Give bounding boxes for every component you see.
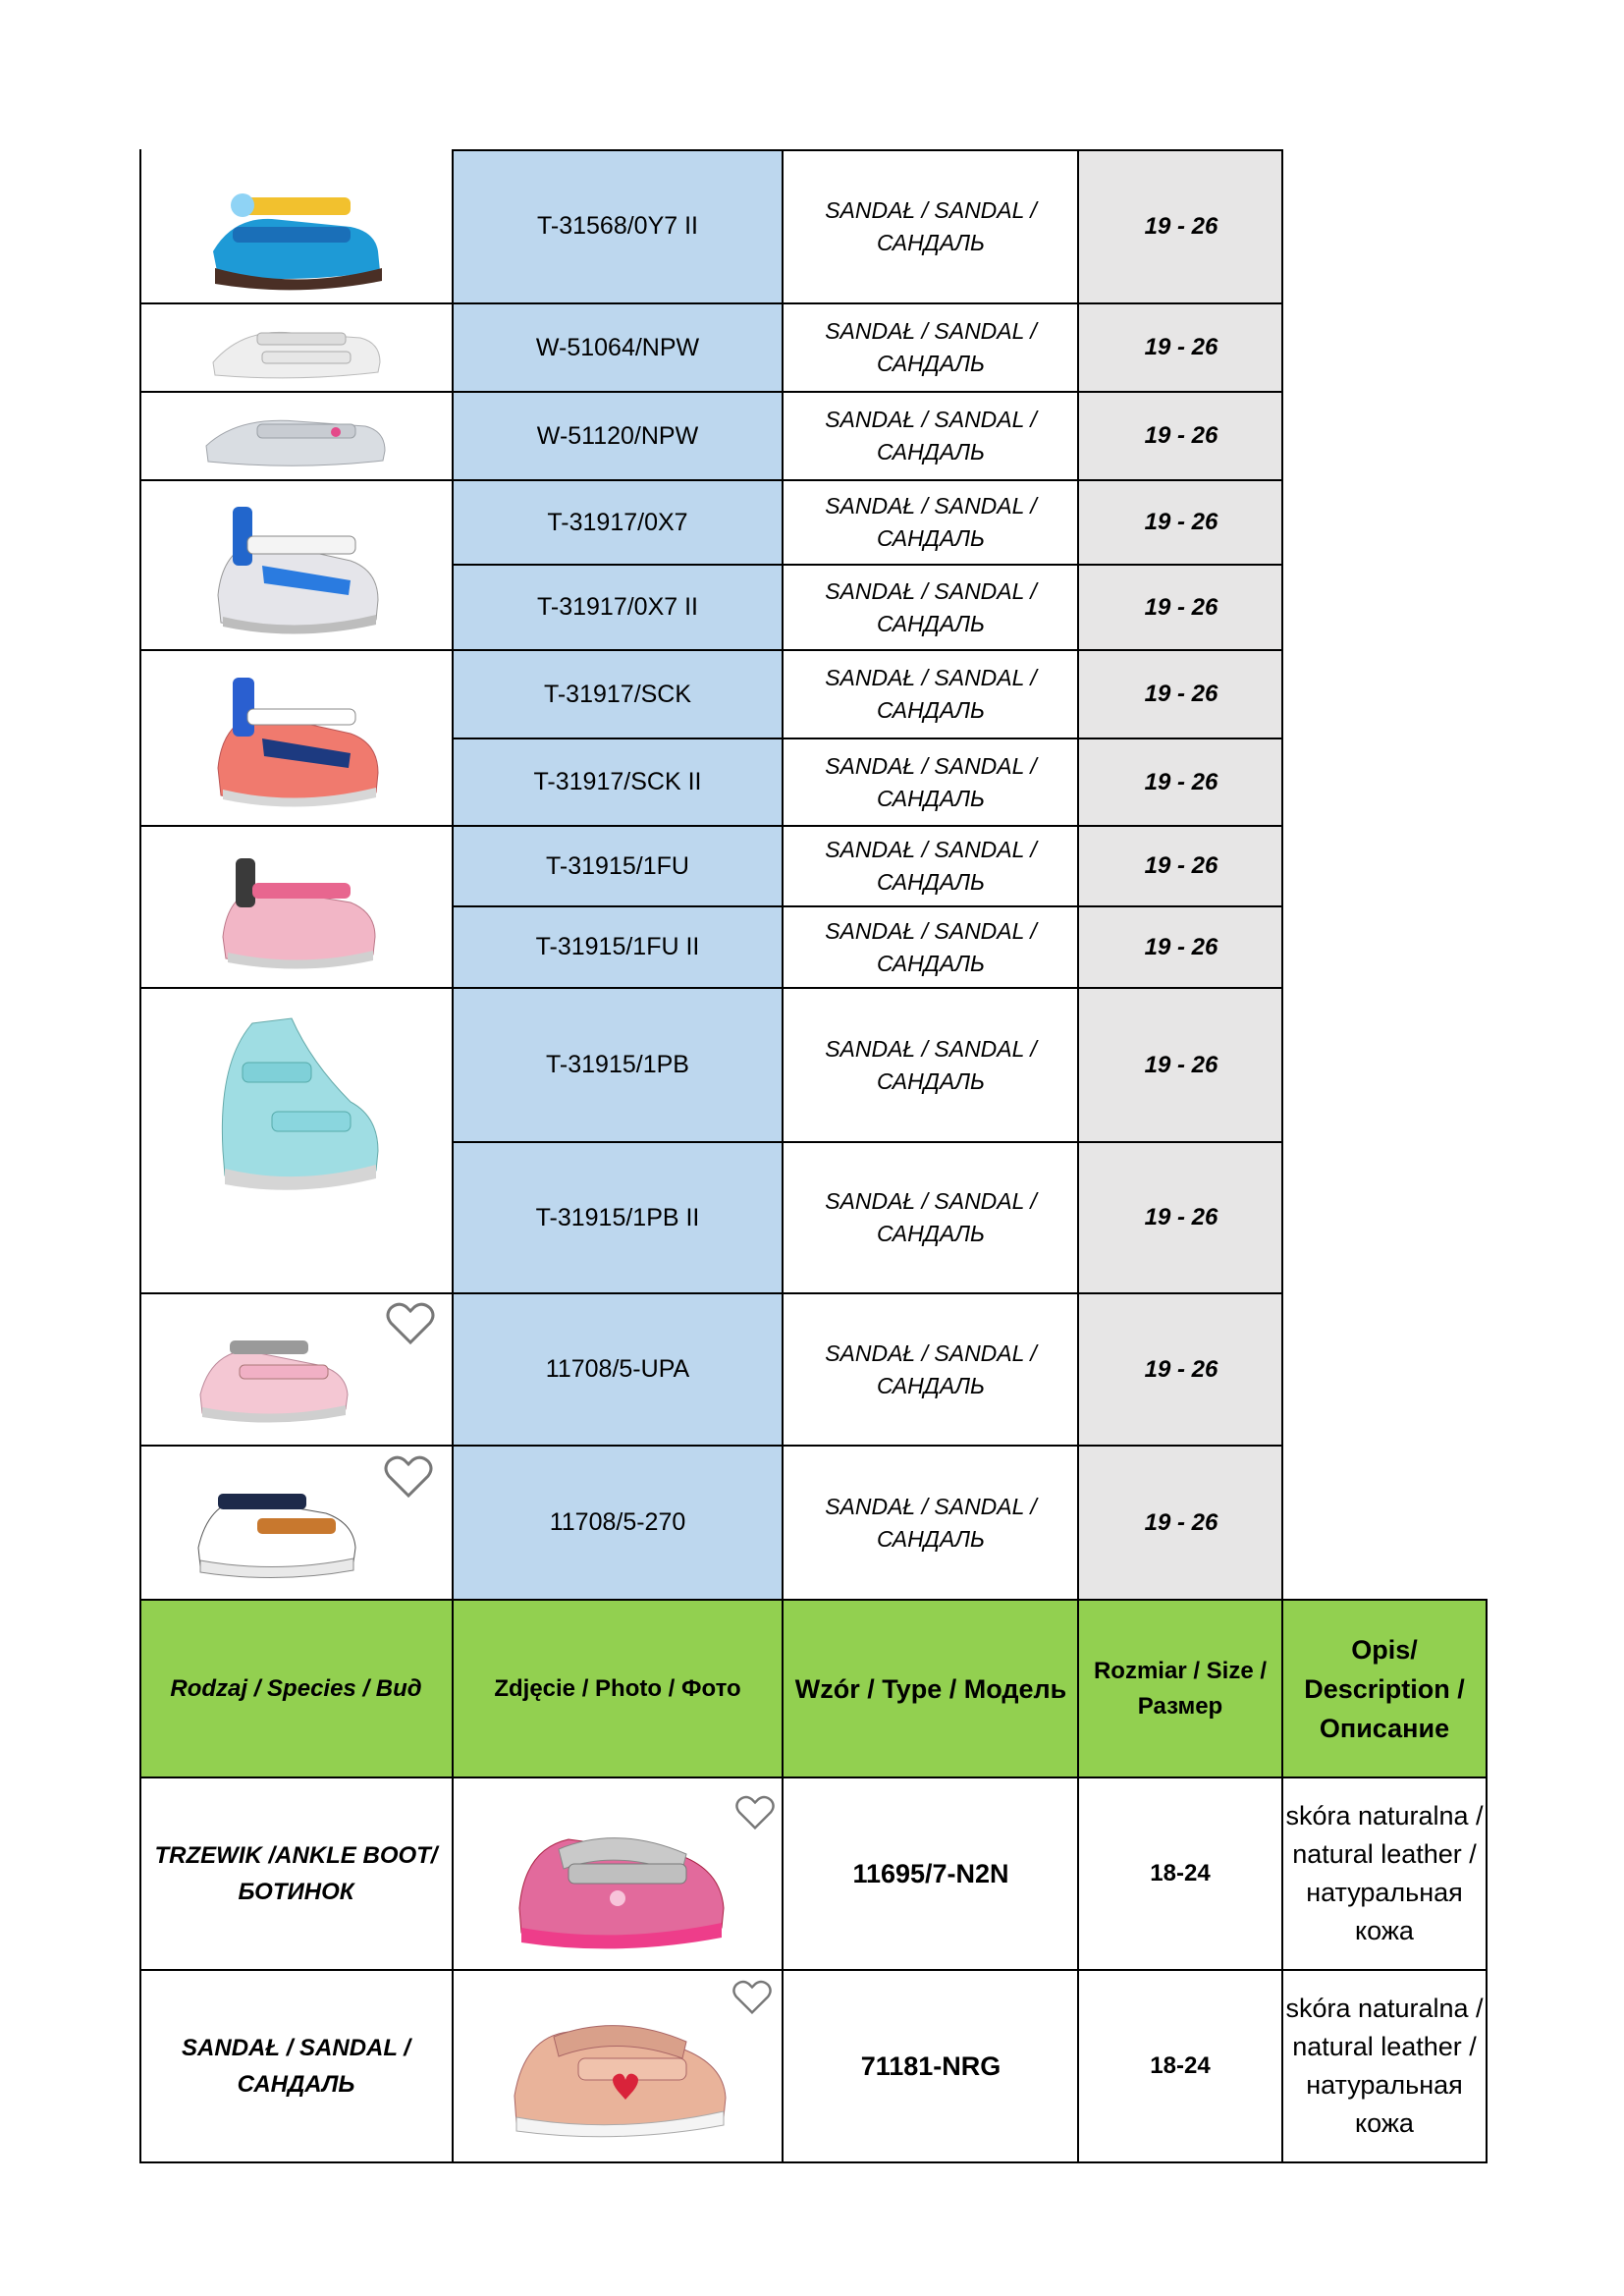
sandal-pink-icon	[208, 839, 385, 976]
description-cell: skóra naturalna / natural leather / натуральная кожа	[1285, 1994, 1484, 2138]
header-description: Opis/ Description / Описание	[1304, 1634, 1465, 1743]
size-cell: 19 - 26	[1144, 933, 1218, 960]
size-cell: 19 - 26	[1144, 1204, 1218, 1230]
species-cell: SANDAŁ / SANDAL / САНДАЛЬ	[825, 665, 1037, 723]
grid-line	[139, 987, 1283, 989]
species-cell: SANDAŁ / SANDAL / САНДАЛЬ	[825, 318, 1037, 376]
grid-line	[139, 1599, 141, 2163]
grid-line	[139, 649, 1283, 651]
product-photo	[454, 1779, 782, 1968]
species-cell: SANDAŁ / SANDAL / САНДАЛЬ	[825, 752, 1037, 811]
description-cell: skóra naturalna / natural leather / натуральная кожа	[1285, 1801, 1484, 1945]
model-cell: T-31917/0X7 II	[536, 593, 698, 621]
heart-outline-icon[interactable]	[731, 1978, 773, 2017]
header-photo: Zdjęcie / Photo / Фото	[494, 1674, 741, 1702]
product-photo	[141, 652, 452, 824]
species-cell: SANDAŁ / SANDAL / САНДАЛЬ	[825, 837, 1037, 895]
grid-line	[452, 905, 1283, 907]
grid-line	[452, 564, 1283, 566]
species-cell: SANDAŁ / SANDAL / САНДАЛЬ	[825, 917, 1037, 976]
heart-outline-icon[interactable]	[383, 1454, 434, 1500]
grid-line	[782, 1599, 784, 2163]
grid-line	[139, 479, 1283, 481]
species-cell: SANDAŁ / SANDAL / САНДАЛЬ	[825, 493, 1037, 551]
species-cell: TRZEWIK /ANKLE BOOT/ БОТИНОК	[154, 1842, 438, 1905]
sandal-navy-brown-icon	[189, 1464, 365, 1582]
model-cell: T-31917/0X7	[547, 508, 688, 536]
size-cell: 18-24	[1150, 1860, 1211, 1886]
header-size: Rozmiar / Size / Размер	[1093, 1657, 1268, 1720]
grid-line	[1077, 149, 1079, 1600]
product-photo	[141, 394, 452, 478]
species-cell: SANDAŁ / SANDAL / САНДАЛЬ	[825, 1339, 1037, 1398]
grid-line	[139, 1777, 1488, 1778]
size-cell: 19 - 26	[1144, 1051, 1218, 1078]
grid-line	[452, 149, 454, 1600]
header-species: Rodzaj / Species / Вид	[170, 1674, 422, 1702]
model-cell: T-31915/1PB II	[535, 1203, 700, 1231]
species-cell: SANDAŁ / SANDAL / САНДАЛЬ	[825, 577, 1037, 636]
type-cell: 11695/7-N2N	[852, 1858, 1009, 1888]
model-cell: 11708/5-270	[549, 1508, 686, 1536]
product-photo	[141, 828, 452, 986]
product-photo	[141, 482, 452, 648]
size-cell: 18-24	[1150, 2052, 1211, 2079]
sandal-coral-icon	[203, 660, 390, 817]
size-cell: 19 - 26	[1144, 1355, 1218, 1383]
species-cell: SANDAŁ / SANDAL / САНДАЛЬ	[182, 2035, 410, 2098]
sandal-aqua-icon	[203, 1004, 390, 1200]
heart-outline-icon[interactable]	[385, 1301, 436, 1346]
species-cell: SANDAŁ / SANDAL / САНДАЛЬ	[825, 1493, 1037, 1552]
grid-line	[1281, 149, 1283, 1600]
model-cell: T-31915/1FU II	[535, 933, 700, 960]
ankle-boot-pink-icon	[500, 1795, 735, 1952]
grid-line	[1486, 1599, 1488, 2163]
grid-line	[139, 149, 141, 1600]
grid-line	[139, 2161, 1488, 2163]
size-cell: 19 - 26	[1144, 212, 1218, 240]
sandal-white-icon	[203, 308, 390, 387]
size-cell: 19 - 26	[1144, 1508, 1218, 1536]
sandal-silver-icon	[198, 397, 395, 475]
model-cell: T-31917/SCK II	[533, 768, 702, 795]
product-photo	[141, 990, 452, 1291]
grid-line	[139, 302, 1283, 304]
species-cell: SANDAŁ / SANDAL / САНДАЛЬ	[825, 1188, 1037, 1246]
product-photo	[141, 305, 452, 390]
grid-line	[139, 1969, 1488, 1971]
sandal-rose-gold-icon	[500, 1988, 735, 2145]
grid-line	[139, 1599, 1488, 1601]
species-cell: SANDAŁ / SANDAL / САНДАЛЬ	[825, 196, 1037, 255]
grid-line	[1077, 1599, 1079, 2163]
model-cell: T-31568/0Y7 II	[536, 212, 698, 240]
size-cell: 19 - 26	[1144, 852, 1218, 879]
model-cell: T-31917/SCK	[543, 680, 692, 708]
sandal-blue-grey-icon	[203, 487, 390, 644]
product-photo	[141, 151, 452, 302]
grid-line	[452, 1141, 1283, 1143]
grid-line	[452, 1599, 454, 2163]
sandal-blue-icon	[203, 158, 390, 296]
size-cell: 19 - 26	[1144, 509, 1218, 535]
size-cell: 19 - 26	[1144, 422, 1218, 449]
size-cell: 19 - 26	[1144, 593, 1218, 621]
model-cell: T-31915/1PB	[546, 1051, 689, 1078]
model-cell: W-51064/NPW	[535, 333, 700, 361]
model-cell: T-31915/1FU	[546, 851, 689, 880]
size-cell: 19 - 26	[1144, 681, 1218, 707]
species-cell: SANDAŁ / SANDAL / САНДАЛЬ	[825, 1035, 1037, 1094]
grid-line	[452, 738, 1283, 739]
grid-line	[782, 149, 784, 1600]
header-type: Wzór / Type / Модель	[794, 1673, 1067, 1704]
model-cell: 11708/5-UPA	[545, 1355, 690, 1383]
grid-line	[452, 149, 1283, 151]
grid-line	[139, 1445, 1283, 1447]
species-cell: SANDAŁ / SANDAL / САНДАЛЬ	[825, 407, 1037, 465]
grid-line	[139, 391, 1283, 393]
type-cell: 71181-NRG	[860, 2050, 1001, 2081]
grid-line	[1281, 1599, 1283, 2163]
grid-line	[139, 1292, 1283, 1294]
model-cell: W-51120/NPW	[536, 421, 699, 450]
heart-outline-icon[interactable]	[734, 1793, 776, 1832]
size-cell: 19 - 26	[1144, 334, 1218, 360]
size-cell: 19 - 26	[1144, 768, 1218, 795]
sandal-pink-grey-icon	[190, 1311, 357, 1429]
grid-line	[139, 825, 1283, 827]
